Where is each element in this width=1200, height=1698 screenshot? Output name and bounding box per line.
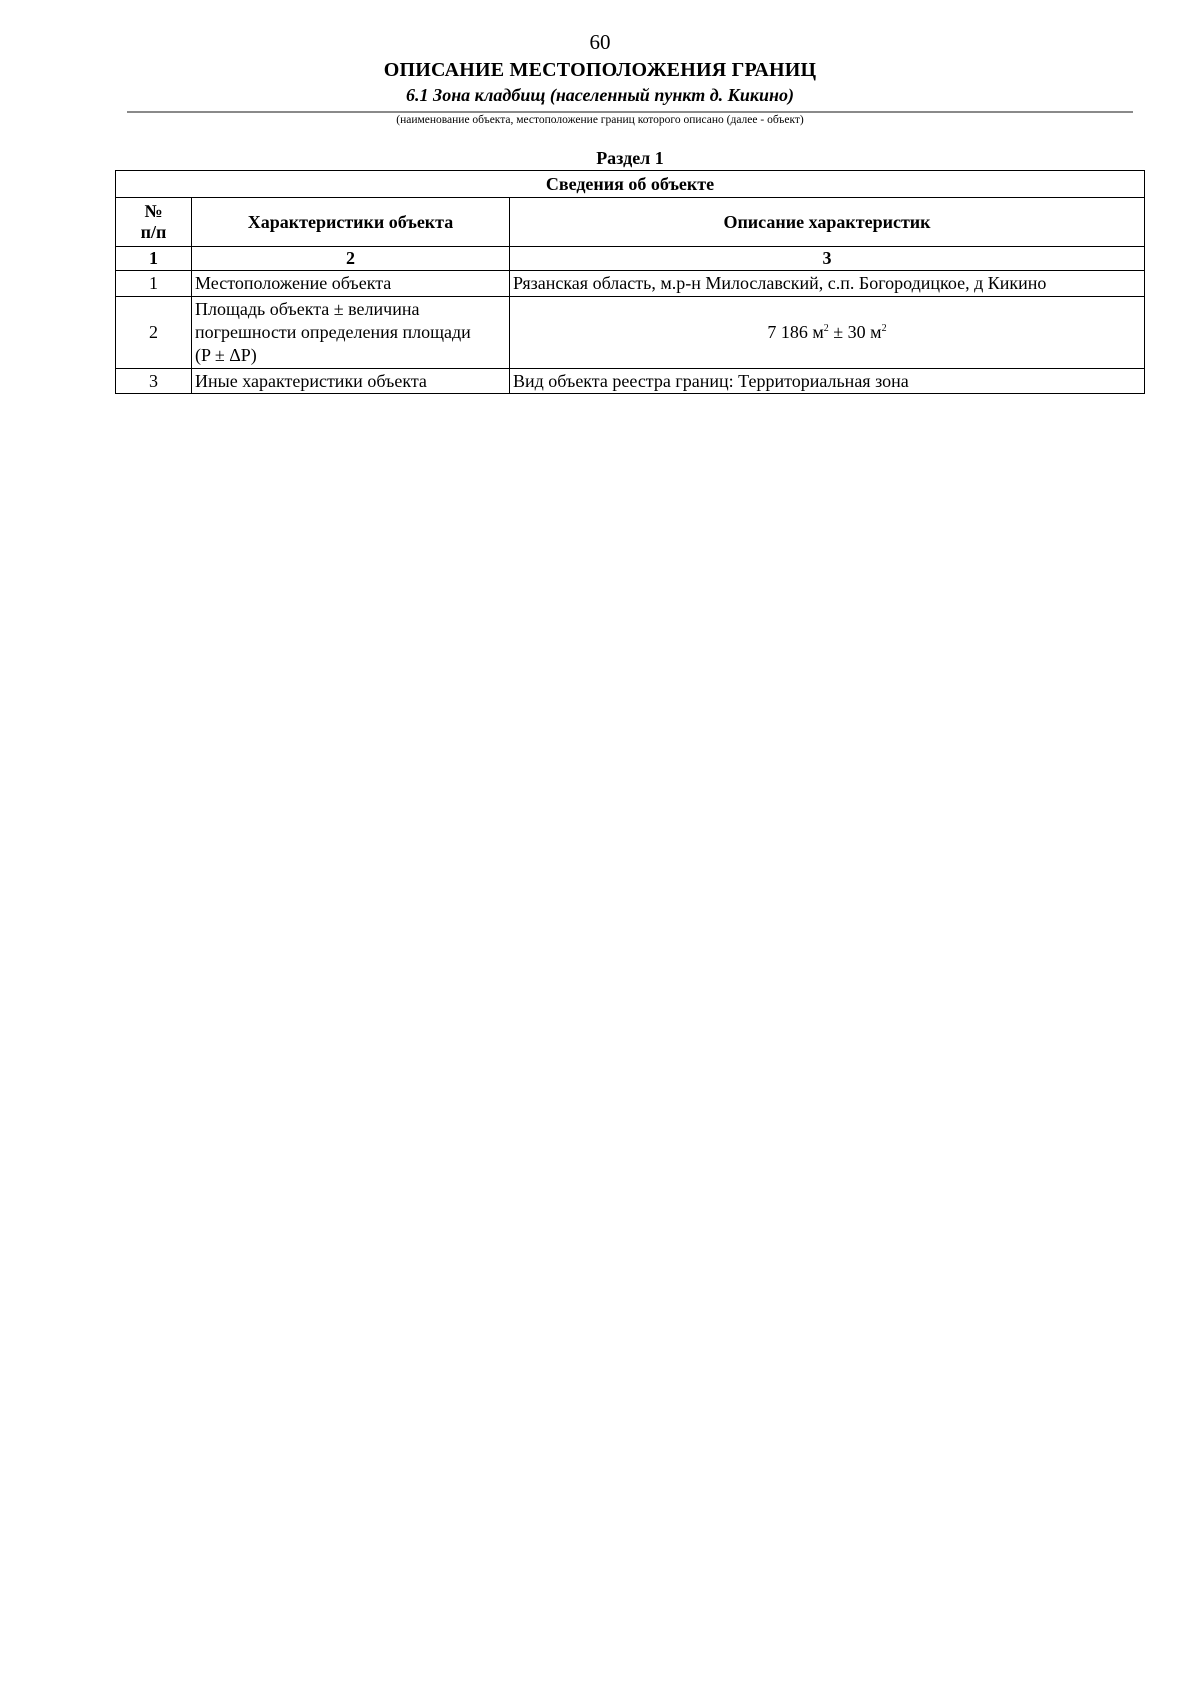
column-index-3: 3: [510, 247, 1145, 271]
area-error: ± 30 м: [828, 322, 882, 342]
row-characteristic: Иные характеристики объекта: [192, 369, 510, 394]
header-description: Описание характеристик: [510, 198, 1145, 247]
row-characteristic: [192, 297, 510, 369]
row-characteristic: Местоположение объекта: [192, 271, 510, 297]
section-title: Раздел 1: [596, 148, 664, 168]
table-header-row: [116, 198, 1145, 247]
row-number: 3: [116, 369, 192, 394]
area-label-line: погрешности определения площади: [195, 322, 471, 342]
page-number: 60: [589, 30, 611, 54]
area-label-line: (P ± ΔP): [195, 345, 257, 365]
header-num-abbr: п/п: [140, 222, 167, 242]
area-label-line: Площадь объекта ± величина: [195, 299, 420, 319]
row-number: 1: [116, 271, 192, 297]
document-title: ОПИСАНИЕ МЕСТОПОЛОЖЕНИЯ ГРАНИЦ: [383, 59, 817, 81]
row-description: Вид объекта реестра границ: Территориальная зона: [510, 369, 1145, 394]
table-row: [116, 271, 1145, 297]
header-characteristics: Характеристики объекта: [192, 198, 510, 247]
row-description: Рязанская область, м.р-н Милославский, с.п. Богородицкое, д Кикино: [510, 271, 1145, 297]
header-num: [116, 198, 192, 247]
header-num-symbol: №: [144, 201, 163, 221]
area-error-exponent: 2: [881, 323, 887, 334]
area-unit-exponent: 2: [823, 323, 829, 334]
column-index-row: [116, 247, 1145, 271]
table-row: [116, 369, 1145, 394]
column-index-1: 1: [116, 247, 192, 271]
table-caption-row: [116, 171, 1145, 198]
column-index-2: 2: [192, 247, 510, 271]
area-amount: 7 186 м: [767, 322, 824, 342]
area-value: [510, 297, 1145, 369]
object-name-caption: (наименование объекта, местоположение границ которого описано (далее - объект): [396, 114, 804, 126]
object-info-table: [115, 170, 1145, 394]
object-name: 6.1 Зона кладбищ (населенный пункт д. Кикино): [406, 85, 794, 105]
row-number: 2: [116, 297, 192, 369]
table-row: [116, 297, 1145, 369]
object-name-underline: [127, 111, 1133, 113]
table-caption: Сведения об объекте: [116, 171, 1145, 198]
